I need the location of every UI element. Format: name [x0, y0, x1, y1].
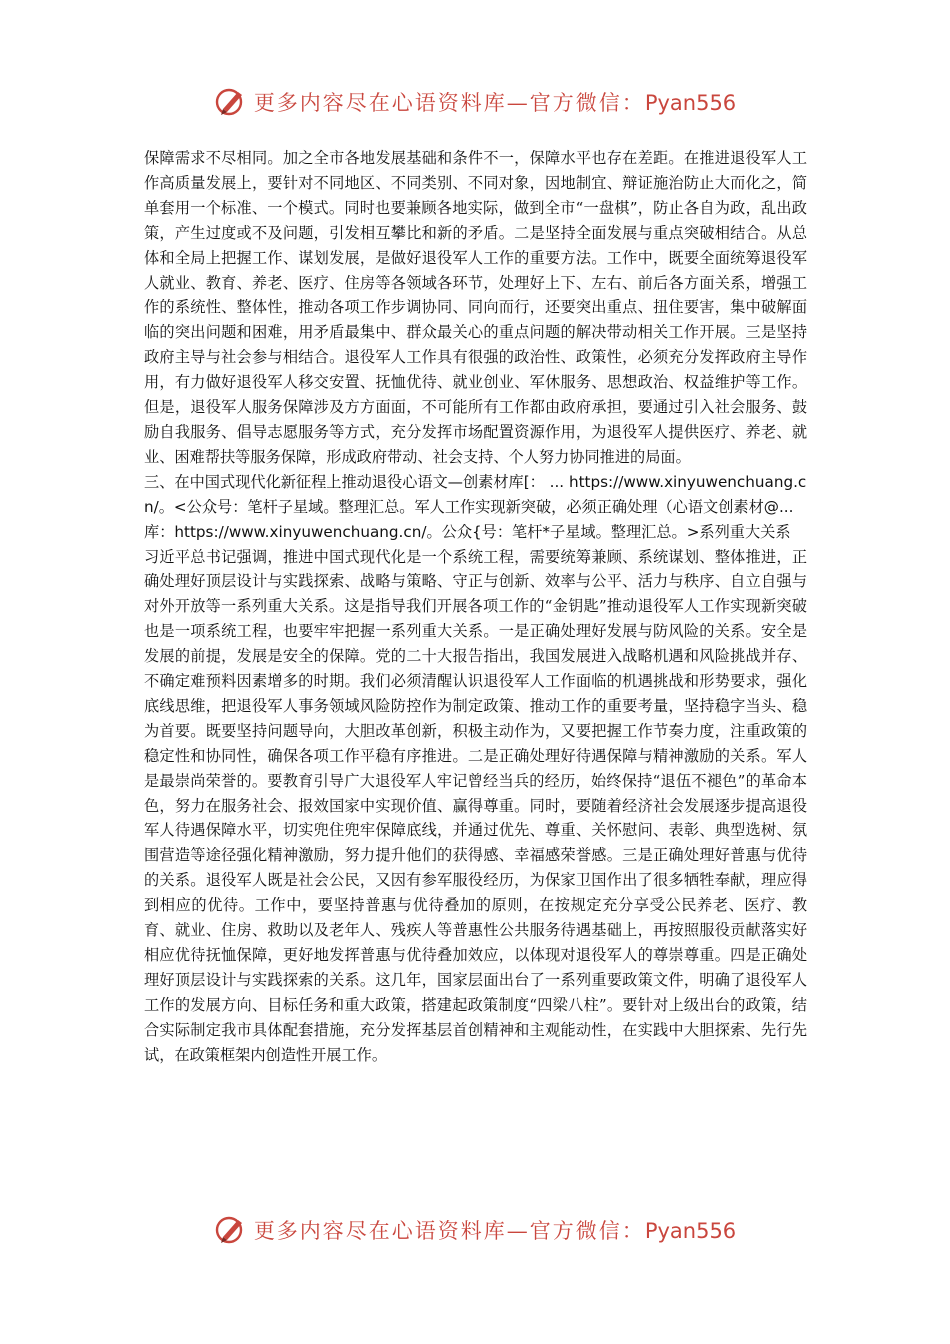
- banner-label: 更多内容尽在心语资料库—官方微信：: [253, 91, 645, 115]
- section-heading: 三、在中国式现代化新征程上推动退役心语文—创素材库[： ... https://www.xinyuwenchuang.cn/。<公众号：笔杆子星域。整理汇总。军人工作实现新突破，必须正确处理（心语文创素材@...库：https://www.xinyuwenchuang.cn/。公众{号：笔杆*子星域。整理汇总。>系列重大关系: [144, 472, 807, 541]
- banner-text: [254, 1215, 736, 1245]
- paragraph-2: 习近平总书记强调，推进中国式现代化是一个系统工程，需要统筹兼顾、系统谋划、整体推进，正确处理好顶层设计与实践探索、战略与策略、守正与创新、效率与公平、活力与秩序、自立自强与对外开放等一系列重大关系。这是指导我们开展各项工作的“金钥匙”推动退役军人工作实现新突破也是一项系统工程，也要牢牢把握一系列重大关系。一是正确处理好发展与防风险的关系。安全是发展的前提，发展是安全的保障。党的二十大报告指出，我国发展进入战略机遇和风险挑战并存、不确定难预料因素增多的时期。我们必须清醒认识退役军人工作面临的机遇挑战和形势要求，强化底线思维，把退役军人事务领域风险防控作为制定政策、推动工作的重要考量，坚持稳字当头、稳为首要。既要坚持问题导向，大胆改革创新，积极主动作为，又要把握工作节奏力度，注重政策的稳定性和协同性，确保各项工作平稳有序推进。二是正确处理好待遇保障与精神激励的关系。军人是最崇尚荣誉的。要教育引导广大退役军人牢记曾经当兵的经历，始终保持“退伍不褪色”的革命本色，努力在服务社会、报效国家中实现价值、赢得尊重。同时，要随着经济社会发展逐步提高退役军人待遇保障水平，切实兜住兜牢保障底线，并通过优先、尊重、关怀慰问、表彰、典型选树、氛围营造等途径强化精神激励，努力提升他们的获得感、幸福感荣誉感。三是正确处理好普惠与优待的关系。退役军人既是社会公民，又因有参军服役经历，为保家卫国作出了很多牺牲奉献，理应得到相应的优待。工作中，要坚持普惠与优待叠加的原则，在按规定充分享受公民养老、医疗、教育、就业、住房、救助以及老年人、残疾人等普惠性公共服务待遇基础上，再按照服役贡献落实好相应优待抚恤保障，更好地发挥普惠与优待叠加效应，以体现对退役军人的尊崇尊重。四是正确处理好顶层设计与实践探索的关系。这几年，国家层面出台了一系列重要政策文件，明确了退役军人工作的发展方向、目标任务和重大政策，搭建起政策制度“四梁八柱”。要针对上级出台的政策，结合实际制定我市具体配套措施，充分发挥基层首创精神和主观能动性，在实践中大胆探索、先行先试，在政策框架内创造性开展工作。: [144, 547, 807, 1064]
- banner-text: [254, 87, 736, 117]
- pen-logo-icon: [214, 85, 248, 119]
- pen-logo-icon: [214, 1213, 248, 1247]
- footer-banner: [0, 1210, 950, 1250]
- wechat-id: Pyan556: [644, 1219, 737, 1243]
- document-body: [144, 146, 807, 1068]
- wechat-id: Pyan556: [644, 91, 737, 115]
- paragraph-1: 保障需求不尽相同。加之全市各地发展基础和条件不一，保障水平也存在差距。在推进退役军人工作高质量发展上，要针对不同地区、不同类别、不同对象，因地制宜、辩证施治防止大而化之，简单套用一个标准、一个模式。同时也要兼顾各地实际，做到全市“一盘棋”，防止各自为政，乱出政策，产生过度或不及问题，引发相互攀比和新的矛盾。二是坚持全面发展与重点突破相结合。从总体和全局上把握工作、谋划发展，是做好退役军人工作的重要方法。工作中，既要全面统筹退役军人就业、教育、养老、医疗、住房等各领域各环节，处理好上下、左右、前后各方面关系，增强工作的系统性、整体性，推动各项工作步调协同、同向而行，还要突出重点、扭住要害，集中破解面临的突出问题和困难，用矛盾最集中、群众最关心的重点问题的解决带动相关工作开展。三是坚持政府主导与社会参与相结合。退役军人工作具有很强的政治性、政策性，必须充分发挥政府主导作用，有力做好退役军人移交安置、抚恤优待、就业创业、军休服务、思想政治、权益维护等工作。但是，退役军人服务保障涉及方方面面，不可能所有工作都由政府承担，要通过引入社会服务、鼓励自我服务、倡导志愿服务等方式，充分发挥市场配置资源作用，为退役军人提供医疗、养老、就业、困难帮扶等服务保障，形成政府带动、社会支持、个人努力协同推进的局面。: [144, 149, 807, 466]
- banner-label: 更多内容尽在心语资料库—官方微信：: [253, 1219, 645, 1243]
- header-banner: [0, 82, 950, 122]
